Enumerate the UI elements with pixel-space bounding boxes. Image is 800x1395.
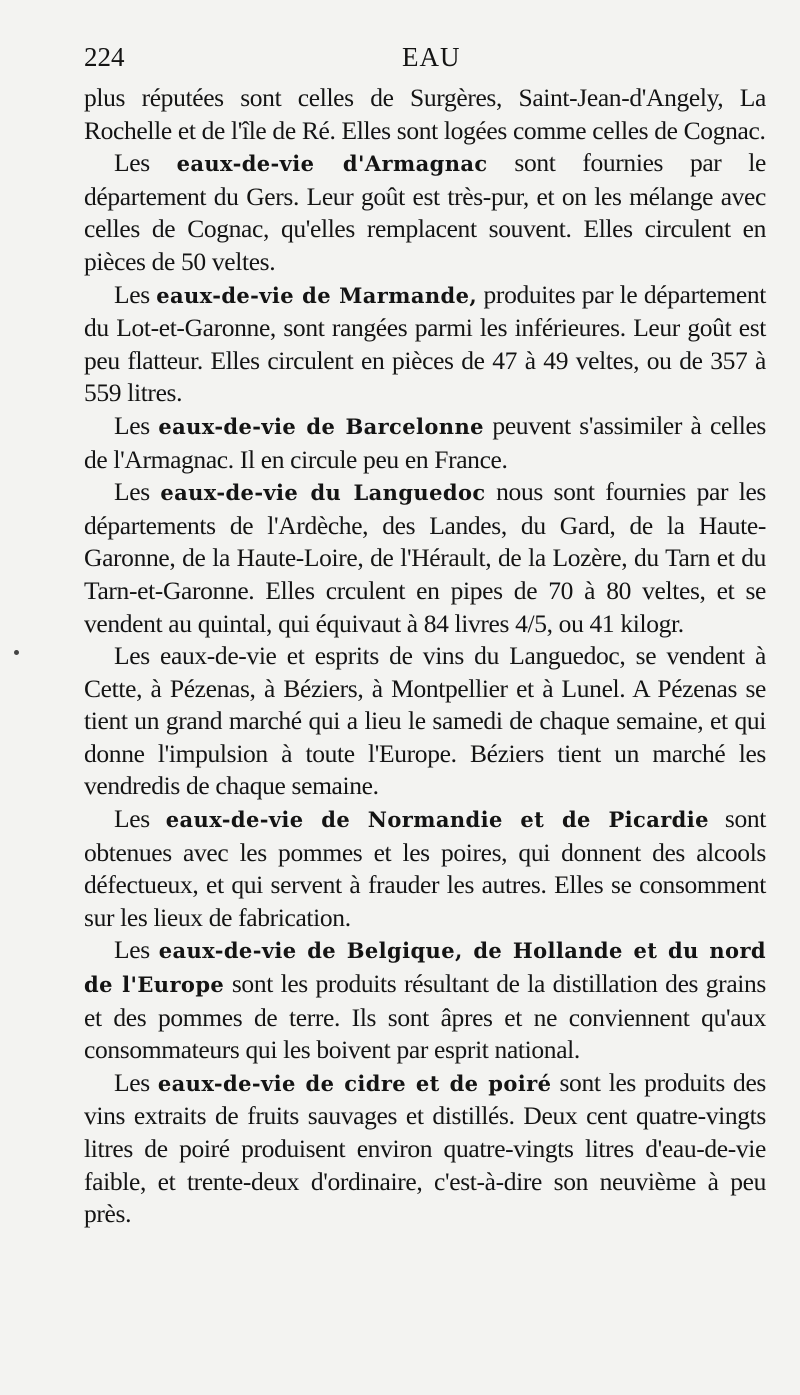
bold-term: eaux-de-vie de cidre et de poiré xyxy=(157,1070,552,1096)
text-run: Les xyxy=(114,410,159,440)
paragraph xyxy=(84,934,766,1066)
text-run: Les eaux-de-vie et esprits de vins du Languedoc, se vendent à Cette, à Pézenas, à Béziers, à Montpellier et à Lunel. A Pézenas se tient un grand marché qui a lieu le samedi de chaque semaine, et qui donne l'impulsion à toute l'Europe. Béziers tient un marché les vendredis de chaque semaine. xyxy=(84,641,766,801)
bold-term: eaux-de-vie du Languedoc xyxy=(160,480,486,506)
text-run: nous sont fournies par les départements de l'Ardèche, des Landes, du Gard, de la Haute-Garonne, de la Haute-Loire, de l'Hérault, de la Lozère, du Tarn et du Tarn-et-Garonne. Elles crculent en pipes de 70 à 80 veltes, et se vendent au quintal, qui équivaut à 84 livres 4/5, ou 41 kilogr. xyxy=(84,477,766,638)
paragraph xyxy=(84,410,766,476)
text-run: Les xyxy=(114,935,159,965)
paragraph xyxy=(84,803,766,934)
bold-term: eaux-de-vie de Barcelonne xyxy=(158,413,484,439)
page-header xyxy=(84,42,784,82)
bold-term: eaux-de-vie de Marmande, xyxy=(156,282,478,308)
paragraph xyxy=(84,82,766,147)
paragraph xyxy=(84,279,766,410)
paragraph xyxy=(84,476,766,640)
text-run: sont les produits des vins extraits de fruits sauvages et distillés. Deux cent quatre-vingts litres de poiré produisent environ quatre-vingts litres d'eau-de-vie faible, et trente-deux d'ordinaire, c'est-à-dire son neuvième à peu près. xyxy=(84,1067,766,1229)
bold-term: eaux-de-vie de Belgique, de Hollande et du nord de l'Europe xyxy=(84,938,766,998)
page-body xyxy=(84,82,766,1231)
text-run: Les xyxy=(114,148,177,178)
margin-mark xyxy=(14,650,19,655)
text-run: sont les produits résultant de la distillation des grains et des pommes de terre. Ils sont âpres et ne conviennent qu'aux consommateurs qui les boivent par esprit national. xyxy=(84,969,766,1065)
text-run: Les xyxy=(114,279,157,309)
running-head: EAU xyxy=(402,42,461,72)
bold-term: eaux-de-vie de Normandie et de Picardie xyxy=(165,807,709,833)
text-run: plus réputées sont celles de Surgères, Saint-Jean-d'Angely, La Rochelle et de l'île de Ré. Elles sont logées comme celles de Cognac. xyxy=(84,83,766,145)
paragraph xyxy=(84,147,766,278)
paragraph xyxy=(84,1067,766,1231)
page-number: 224 xyxy=(84,42,125,72)
paragraph xyxy=(84,640,766,803)
bold-term: eaux-de-vie d'Armagnac xyxy=(176,151,488,177)
text-run: sont fournies par le département du Gers. Leur goût est très-pur, et on les mélange avec celles de Cognac, qu'elles remplacent souvent. Elles circulent en pièces de 50 veltes. xyxy=(84,148,766,276)
text-run: Les xyxy=(114,477,161,507)
text-run: peuvent s'assimiler à celles de l'Armagnac. Il en circule peu en France. xyxy=(84,410,766,474)
text-run: sont obtenues avec les pommes et les poires, qui donnent des alcools défectueux, et qui servent à frauder les autres. Elles se consomment sur les lieux de fabrication. xyxy=(84,804,766,932)
text-run: Les xyxy=(114,1067,158,1097)
text-run: produites par le département du Lot-et-Garonne, sont rangées parmi les inférieures. Leur goût est peu flatteur. Elles circulent en pièces de 47 à 49 veltes, ou de 357 à 559 litres. xyxy=(84,279,766,408)
text-run: Les xyxy=(114,804,166,834)
